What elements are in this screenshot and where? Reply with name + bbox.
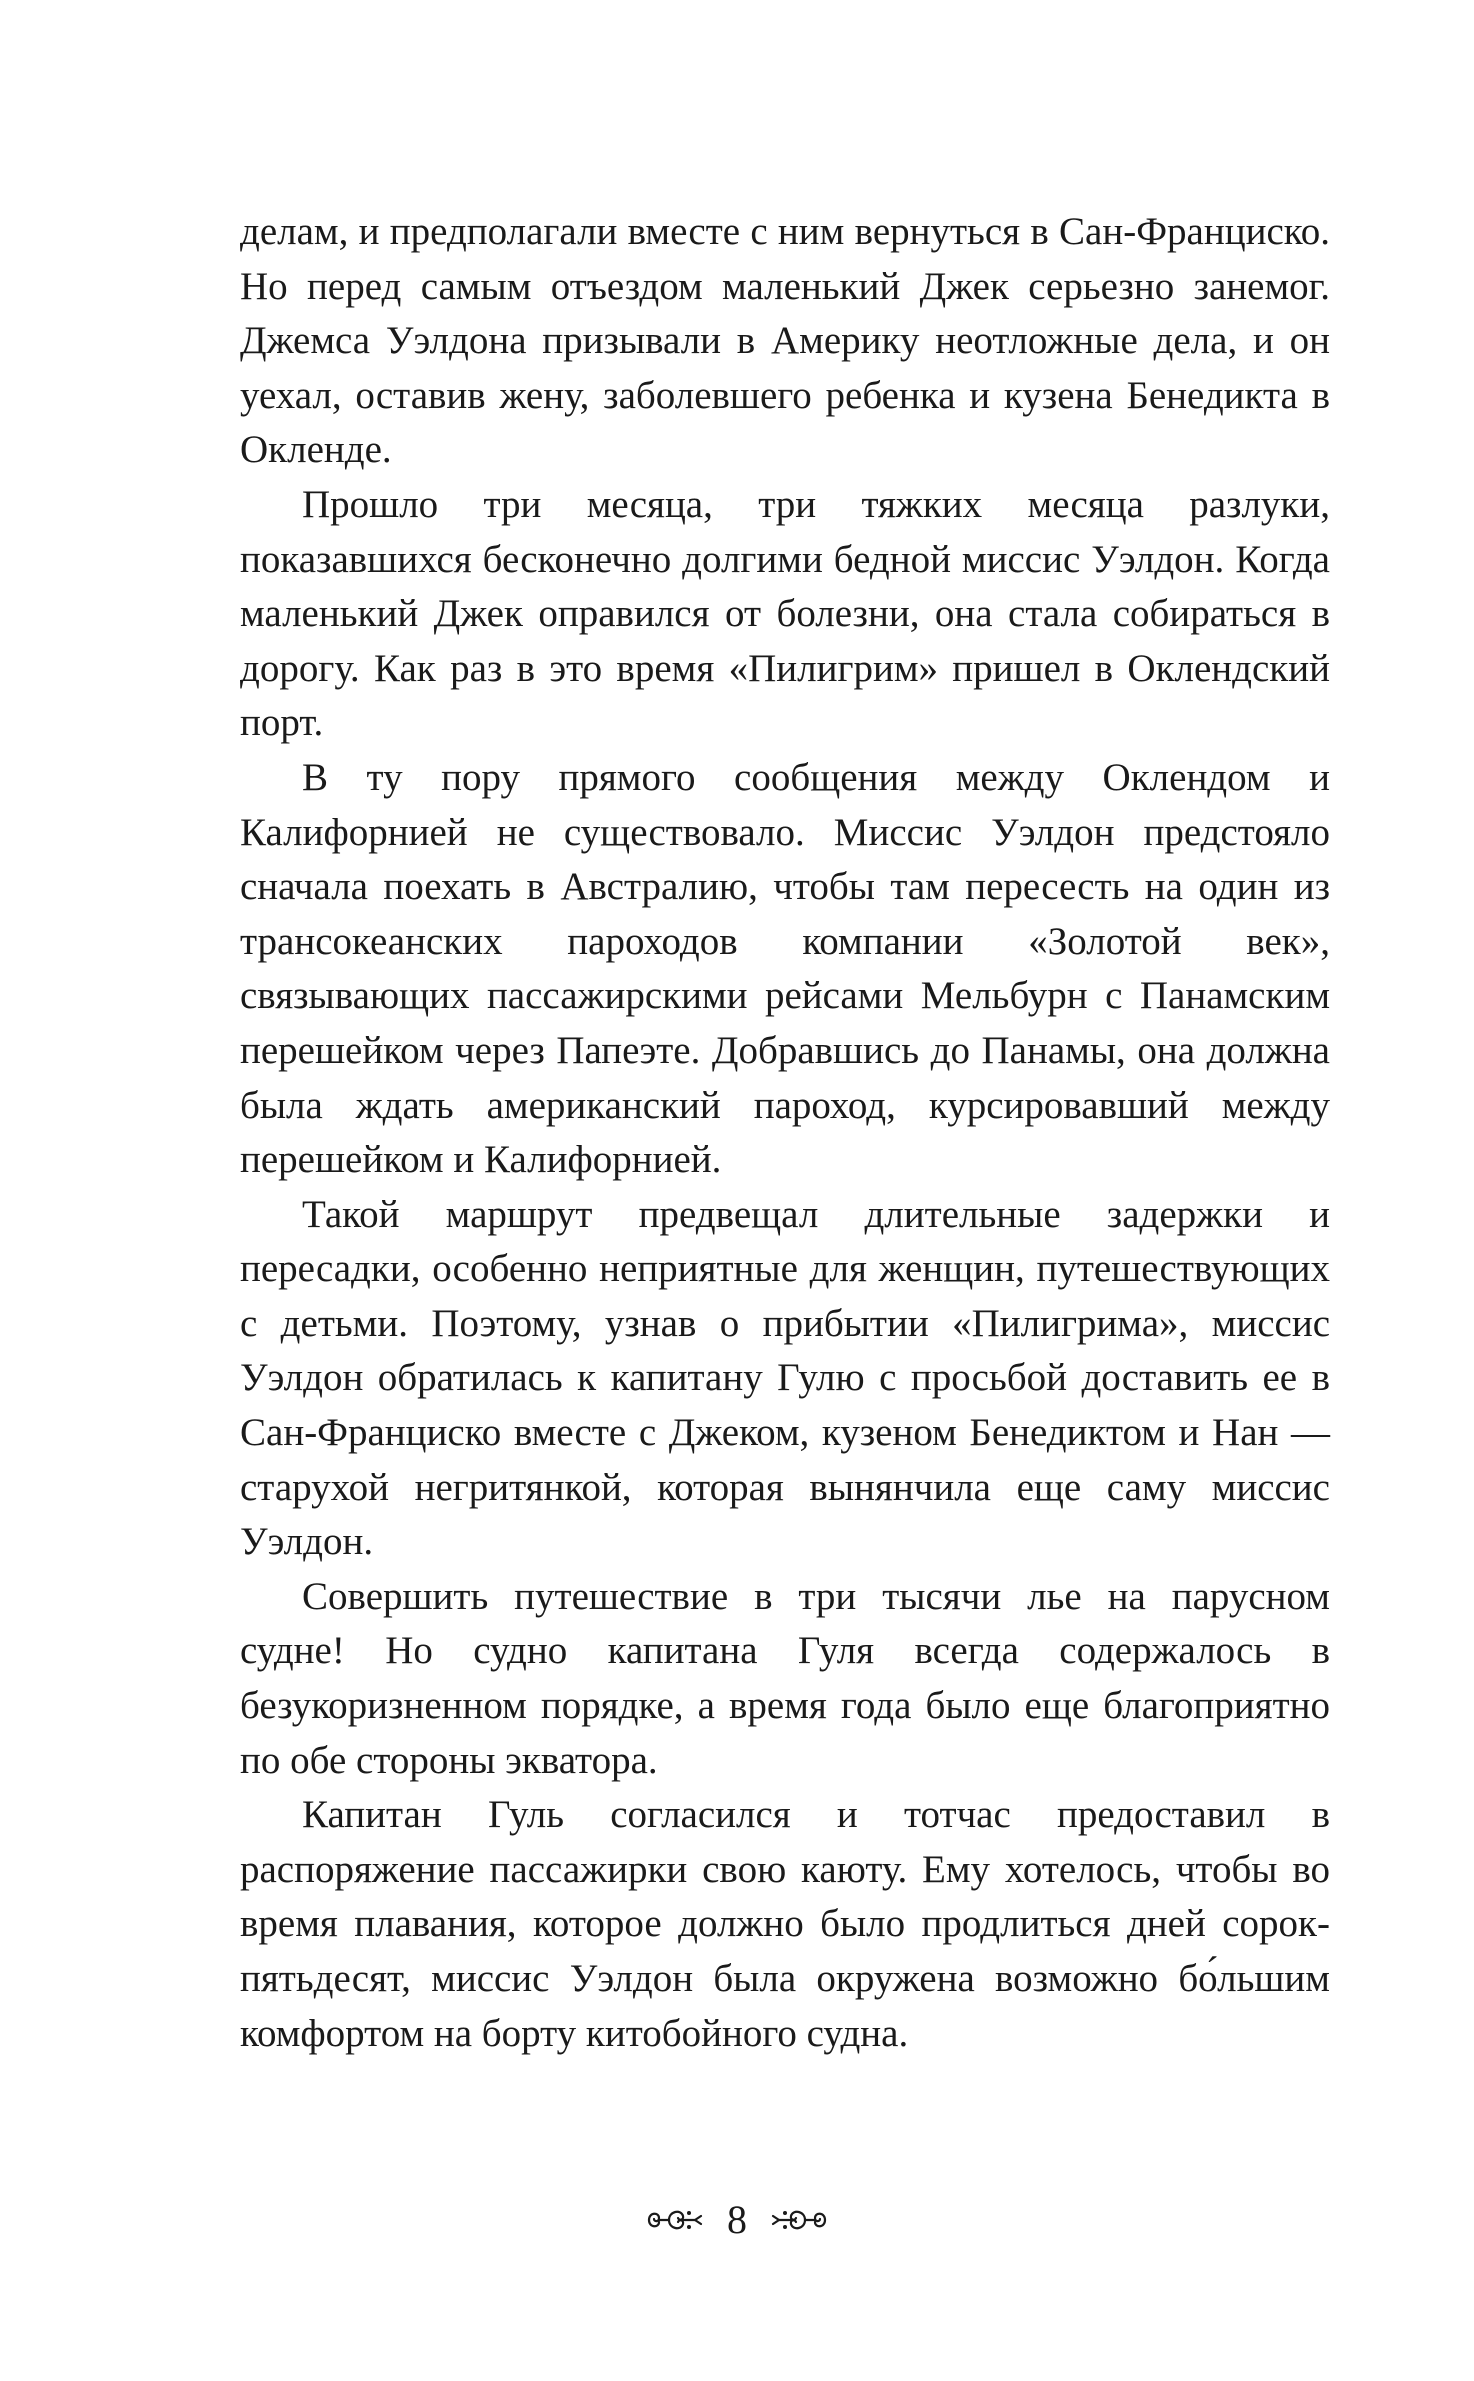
paragraph: Капитан Гуль согласился и тотчас предоставил в распоряжение пассажирки свою каюту. Ему хотелось, чтобы во время плавания, которое должно было продлиться дней сорок-пятьдесят, миссис Уэлдон была окружена возможно бо́льшим комфортом на борту китобойного судна. <box>240 1793 1330 2055</box>
paragraph: Прошло три месяца, три тяжких месяца разлуки, показавшихся бесконечно долгими бедной миссис Уэлдон. Когда маленький Джек оправился от болезни, она стала собираться в дорогу. Как раз в это время «Пилигрим» пришел в Оклендский порт. <box>240 482 1330 745</box>
body-text <box>240 205 1330 2061</box>
page-number: 8 <box>727 2197 747 2242</box>
paragraph: Такой маршрут предвещал длительные задержки и пересадки, особенно неприятные для женщин, путешествующих с детьми. Поэтому, узнав о прибытии «Пилигрима», миссис Уэлдон обратилась к капитану Гулю с просьбой доставить ее в Сан-Франциско вместе с Джеком, кузеном Бенедиктом и Нан — старухой негритянкой, которая вынянчила еще саму миссис Уэлдон. <box>240 1192 1330 1564</box>
left-flourish-ornament-icon <box>643 2203 705 2237</box>
paragraph: Совершить путешествие в три тысячи лье на парусном судне! Но судно капитана Гуля всегда содержалось в безукоризненном порядке, а время года было еще благоприятно по обе стороны экватора. <box>240 1574 1330 1782</box>
paragraph-continued: делам, и предполагали вместе с ним вернуться в Сан-Франциско. Но перед самым отъездом маленький Джек серьезно занемог. Джемса Уэлдона призывали в Америку неотложные дела, и он уехал, оставив жену, заболевшего ребенка и кузена Бенедикта в Окленде. <box>240 210 1330 472</box>
right-flourish-ornament-icon <box>769 2203 831 2237</box>
page-footer <box>0 2190 1474 2250</box>
paragraph: В ту пору прямого сообщения между Оклендом и Калифорнией не существовало. Миссис Уэлдон предстояло сначала поехать в Австралию, чтобы там пересесть на один из трансокеанских пароходов компании «Золотой век», связывающих пассажирскими рейсами Мельбурн с Панамским перешейком через Папеэте. Добравшись до Панамы, она должна была ждать американский пароход, курсировавший между перешейком и Калифорнией. <box>240 755 1330 1182</box>
